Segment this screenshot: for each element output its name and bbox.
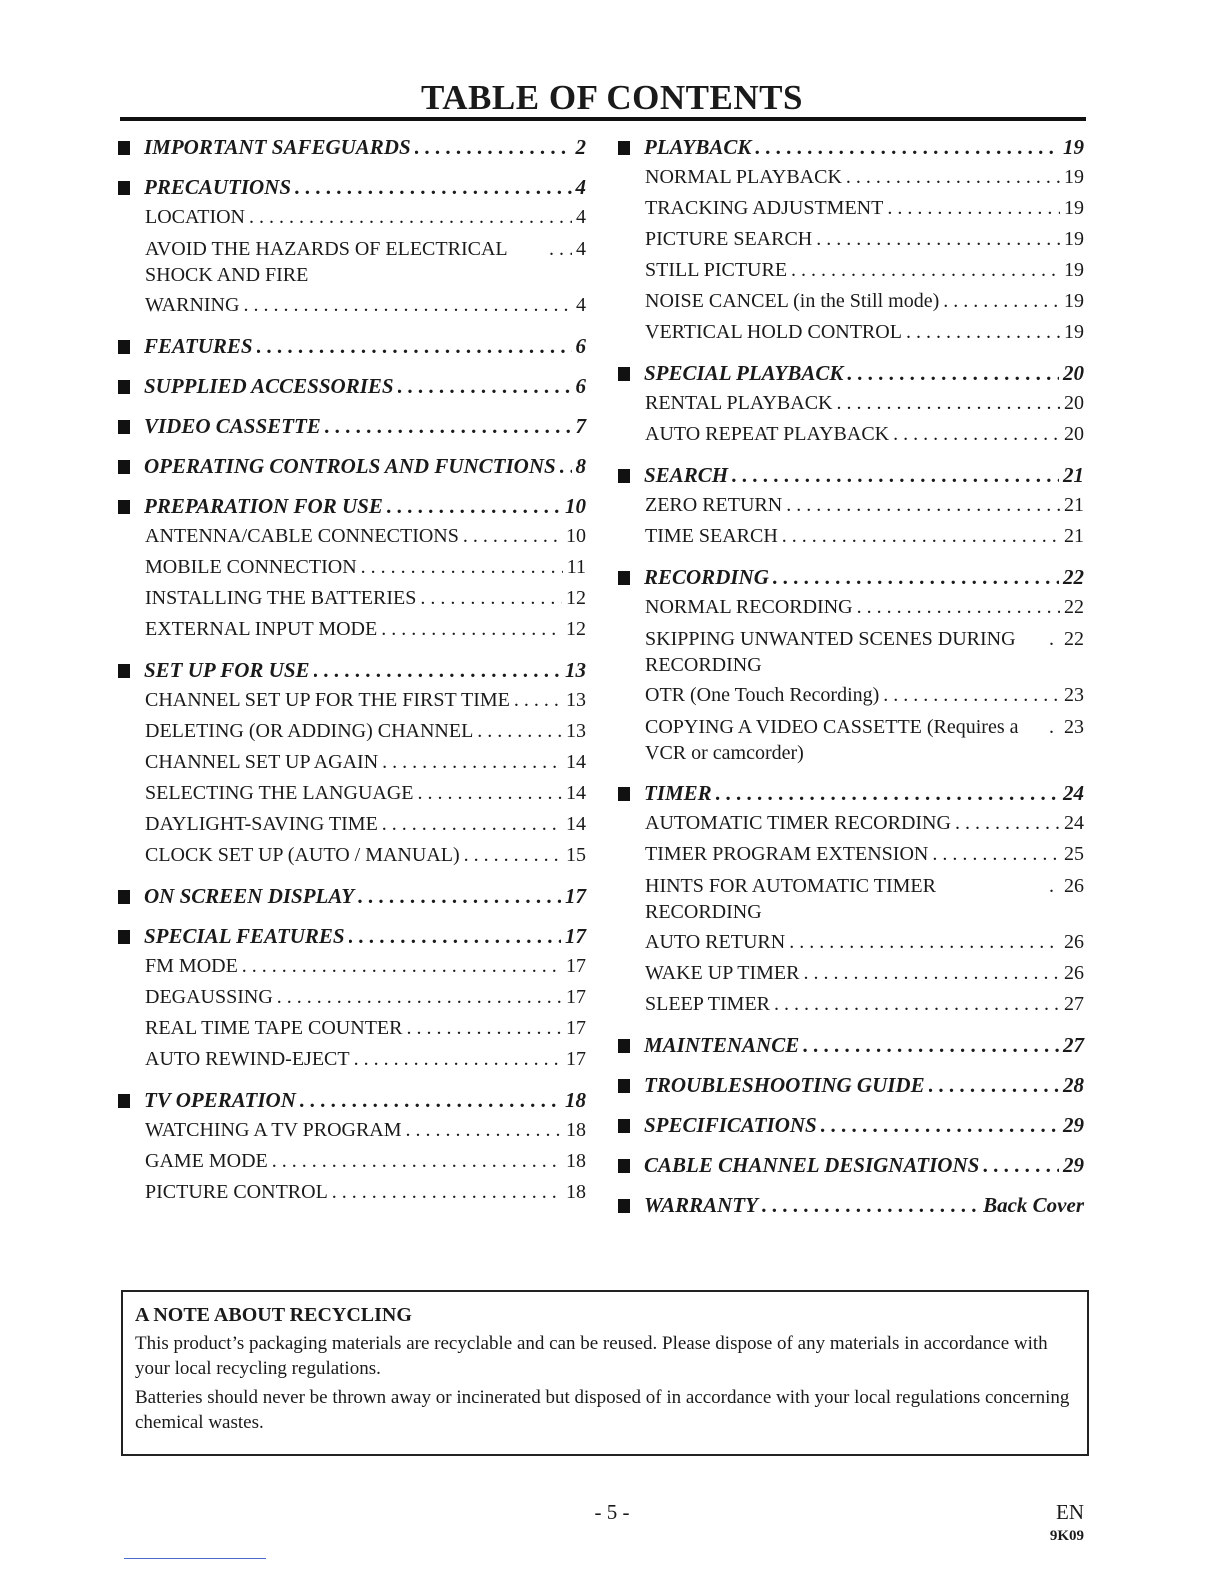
toc-entry-label: SET UP FOR USE	[144, 658, 310, 682]
toc-entry-page: 14	[566, 751, 586, 773]
dot-leader	[1049, 873, 1060, 899]
toc-entry-label: FEATURES	[144, 334, 253, 358]
square-bullet-icon	[118, 930, 130, 944]
language-code: EN	[1056, 1500, 1084, 1524]
toc-entry-label: COPYING A VIDEO CASSETTE (Requires a VCR or camcorder)	[645, 716, 1019, 764]
toc-entry-page: 20	[1063, 361, 1084, 385]
toc-section-entry	[118, 371, 586, 401]
toc-entry-page: 4	[576, 294, 586, 316]
toc-subsection-entry	[618, 162, 1084, 193]
toc-entry-label: SLEEP TIMER	[645, 993, 771, 1015]
square-bullet-icon	[118, 664, 130, 678]
toc-section-entry	[618, 1030, 1084, 1060]
toc-entry-page: 22	[1064, 596, 1084, 618]
dot-leader	[361, 552, 563, 583]
dot-leader	[955, 808, 1060, 839]
toc-entry-label: NORMAL RECORDING	[645, 596, 853, 618]
toc-entry-page: 19	[1064, 228, 1084, 250]
toc-entry-page: 14	[566, 813, 586, 835]
dot-leader	[816, 224, 1060, 255]
toc-subsection-entry	[618, 958, 1084, 989]
toc-section-entry	[118, 1085, 586, 1115]
square-bullet-icon	[618, 1159, 630, 1173]
toc-entry-page: 19	[1064, 197, 1084, 219]
toc-entry-label: DAYLIGHT-SAVING TIME	[145, 813, 378, 835]
toc-subsection-entry	[118, 552, 586, 583]
toc-entry-page: 26	[1064, 962, 1084, 984]
toc-entry-page: 17	[566, 955, 586, 977]
square-bullet-icon	[618, 787, 630, 801]
toc-subsection-entry	[618, 286, 1084, 317]
toc-entry-page: 17	[566, 986, 586, 1008]
toc-entry-label: TRACKING ADJUSTMENT	[645, 197, 884, 219]
toc-subsection-entry	[118, 202, 586, 233]
toc-subsection-entry	[118, 614, 586, 645]
dot-leader	[349, 921, 561, 951]
toc-entry-page: 10	[565, 494, 586, 518]
toc-subsection-entry	[618, 521, 1084, 552]
toc-subsection-entry	[118, 1044, 586, 1075]
dot-leader	[358, 881, 561, 911]
toc-subsection-entry	[118, 233, 586, 290]
square-bullet-icon	[618, 1199, 630, 1213]
square-bullet-icon	[118, 380, 130, 394]
toc-entry-page: 21	[1064, 525, 1084, 547]
toc-section-entry	[118, 132, 586, 162]
toc-subsection-entry	[618, 388, 1084, 419]
toc-entry-page: 17	[566, 1048, 586, 1070]
toc-section-entry	[118, 411, 586, 441]
square-bullet-icon	[618, 367, 630, 381]
square-bullet-icon	[618, 1039, 630, 1053]
toc-entry-label: OPERATING CONTROLS AND FUNCTIONS	[144, 454, 556, 478]
dot-leader	[514, 685, 562, 716]
toc-entry-page: 15	[566, 844, 586, 866]
toc-entry-label: CABLE CHANNEL DESIGNATIONS	[644, 1153, 980, 1177]
square-bullet-icon	[618, 141, 630, 155]
toc-entry-page: 18	[566, 1150, 586, 1172]
toc-entry-page: 19	[1063, 135, 1084, 159]
toc-entry-label: AUTO REWIND-EJECT	[145, 1048, 350, 1070]
dot-leader	[406, 1013, 562, 1044]
dot-leader	[243, 290, 572, 321]
toc-entry-label: ON SCREEN DISPLAY	[144, 884, 355, 908]
toc-entry-label: TIMER	[644, 781, 712, 805]
toc-entry-label: PRECAUTIONS	[144, 175, 292, 199]
toc-entry-page: 19	[1064, 321, 1084, 343]
dot-leader	[943, 286, 1060, 317]
toc-entry-page: 12	[566, 618, 586, 640]
toc-entry-page: 7	[575, 414, 586, 438]
toc-entry-label: PICTURE CONTROL	[145, 1181, 328, 1203]
model-code: 9K09	[1049, 1528, 1084, 1544]
toc-entry-label: WAKE UP TIMER	[645, 962, 800, 984]
toc-subsection-entry	[618, 224, 1084, 255]
dot-leader	[846, 162, 1060, 193]
toc-entry-label: WARRANTY	[644, 1193, 758, 1217]
dot-leader	[314, 655, 561, 685]
toc-entry-label: TIME SEARCH	[645, 525, 778, 547]
toc-section-entry	[118, 491, 586, 521]
toc-entry-label: TV OPERATION	[144, 1088, 296, 1112]
square-bullet-icon	[118, 181, 130, 195]
dot-leader	[382, 809, 562, 840]
dot-leader	[1049, 714, 1060, 740]
square-bullet-icon	[118, 500, 130, 514]
toc-entry-label: RENTAL PLAYBACK	[645, 392, 833, 414]
toc-entry-label: NOISE CANCEL (in the Still mode)	[645, 290, 940, 312]
dot-leader	[354, 1044, 562, 1075]
toc-entry-page: 22	[1063, 565, 1084, 589]
toc-entry-label: SELECTING THE LANGUAGE	[145, 782, 414, 804]
dot-leader	[381, 614, 562, 645]
toc-subsection-entry	[618, 623, 1084, 680]
dot-leader	[837, 388, 1061, 419]
toc-entry-page: 19	[1064, 259, 1084, 281]
dot-leader	[803, 958, 1060, 989]
toc-entry-page: 11	[566, 556, 586, 578]
dot-leader	[420, 583, 562, 614]
toc-entry-page: 23	[1064, 684, 1084, 706]
toc-subsection-entry	[618, 592, 1084, 623]
toc-entry-label: AUTO RETURN	[645, 931, 786, 953]
toc-subsection-entry	[118, 1146, 586, 1177]
square-bullet-icon	[118, 141, 130, 155]
toc-section-entry	[618, 1190, 1084, 1220]
toc-entry-page: 21	[1063, 463, 1084, 487]
toc-entry-page: 17	[565, 884, 586, 908]
toc-subsection-entry	[118, 685, 586, 716]
toc-entry-label: MOBILE CONNECTION	[145, 556, 357, 578]
toc-entry-page: 24	[1064, 812, 1084, 834]
toc-entry-label: STILL PICTURE	[645, 259, 788, 281]
recycling-note-paragraph: Batteries should never be thrown away or incinerated but disposed of in accordance with your local regulations concerning chemical wastes.	[135, 1387, 1070, 1433]
square-bullet-icon	[618, 469, 630, 483]
toc-entry-label: REAL TIME TAPE COUNTER	[145, 1017, 403, 1039]
toc-entry-page: 20	[1064, 392, 1084, 414]
toc-entry-label: CHANNEL SET UP FOR THE FIRST TIME	[145, 689, 510, 711]
dot-leader	[418, 778, 563, 809]
dot-leader	[257, 331, 572, 361]
toc-entry-label: TROUBLESHOOTING GUIDE	[644, 1073, 925, 1097]
dot-leader	[398, 371, 572, 401]
toc-subsection-entry	[618, 808, 1084, 839]
dot-leader	[847, 358, 1059, 388]
dot-leader	[387, 491, 561, 521]
toc-section-entry	[618, 1070, 1084, 1100]
square-bullet-icon	[118, 420, 130, 434]
dot-leader	[272, 1146, 562, 1177]
dot-leader	[382, 747, 562, 778]
dot-leader	[774, 989, 1060, 1020]
toc-entry-page: 10	[566, 525, 586, 547]
square-bullet-icon	[118, 1094, 130, 1108]
toc-subsection-entry	[618, 317, 1084, 348]
dot-leader	[755, 132, 1059, 162]
toc-left-column	[118, 132, 586, 1208]
toc-entry-label: AUTO REPEAT PLAYBACK	[645, 423, 890, 445]
toc-entry-label: CHANNEL SET UP AGAIN	[145, 751, 379, 773]
page-number: - 5 -	[594, 1500, 630, 1524]
toc-subsection-entry	[118, 716, 586, 747]
toc-subsection-entry	[618, 419, 1084, 450]
toc-subsection-entry	[618, 680, 1084, 711]
square-bullet-icon	[618, 1119, 630, 1133]
toc-entry-page: 4	[576, 206, 586, 228]
dot-leader	[300, 1085, 561, 1115]
toc-section-entry	[618, 562, 1084, 592]
toc-entry-label: SKIPPING UNWANTED SCENES DURING RECORDING	[645, 628, 1016, 676]
toc-entry-label: IMPORTANT SAFEGUARDS	[144, 135, 411, 159]
dot-leader	[883, 680, 1060, 711]
dot-leader	[549, 236, 572, 262]
toc-entry-label: OTR (One Touch Recording)	[645, 684, 880, 706]
toc-entry-page: 14	[566, 782, 586, 804]
toc-entry-label: GAME MODE	[145, 1150, 268, 1172]
square-bullet-icon	[118, 460, 130, 474]
toc-entry-label: DELETING (OR ADDING) CHANNEL	[145, 720, 474, 742]
toc-entry-label: WARNING	[145, 294, 240, 316]
toc-right-column	[618, 132, 1084, 1220]
square-bullet-icon	[118, 890, 130, 904]
toc-entry-page: 27	[1064, 993, 1084, 1015]
toc-section-entry	[118, 921, 586, 951]
dot-leader	[983, 1150, 1059, 1180]
dot-leader	[406, 1115, 562, 1146]
toc-entry-page: 13	[566, 720, 586, 742]
title-rule	[120, 117, 1086, 121]
toc-entry-page: 20	[1064, 423, 1084, 445]
dot-leader	[893, 419, 1060, 450]
dot-leader	[773, 562, 1059, 592]
dot-leader	[932, 839, 1060, 870]
toc-entry-label: SPECIFICATIONS	[644, 1113, 817, 1137]
toc-entry-page: 26	[1064, 875, 1084, 897]
toc-subsection-entry	[118, 1013, 586, 1044]
toc-entry-label: INSTALLING THE BATTERIES	[145, 587, 417, 609]
toc-entry-page: 13	[566, 689, 586, 711]
dot-leader	[295, 172, 571, 202]
toc-section-entry	[118, 172, 586, 202]
toc-section-entry	[118, 881, 586, 911]
toc-entry-label: VERTICAL HOLD CONTROL	[645, 321, 902, 343]
dot-leader	[242, 951, 562, 982]
toc-entry-page: 25	[1064, 843, 1084, 865]
dot-leader	[325, 411, 572, 441]
toc-entry-page: 21	[1064, 494, 1084, 516]
dot-leader	[857, 592, 1060, 623]
toc-section-entry	[118, 655, 586, 685]
dot-leader	[803, 1030, 1059, 1060]
dot-leader	[732, 460, 1059, 490]
dot-leader	[415, 132, 572, 162]
toc-entry-page: 12	[566, 587, 586, 609]
toc-entry-page: 6	[575, 334, 586, 358]
toc-entry-label: HINTS FOR AUTOMATIC TIMER RECORDING	[645, 875, 936, 923]
dot-leader	[277, 982, 562, 1013]
dot-leader	[782, 521, 1060, 552]
toc-entry-label: LOCATION	[145, 206, 245, 228]
toc-entry-label: SEARCH	[644, 463, 729, 487]
toc-subsection-entry	[618, 839, 1084, 870]
toc-entry-page: 26	[1064, 931, 1084, 953]
toc-entry-label: ANTENNA/CABLE CONNECTIONS	[145, 525, 459, 547]
toc-entry-label: FM MODE	[145, 955, 238, 977]
toc-subsection-entry	[618, 255, 1084, 286]
toc-entry-page: Back Cover	[983, 1193, 1084, 1217]
toc-section-entry	[118, 331, 586, 361]
toc-subsection-entry	[118, 951, 586, 982]
toc-subsection-entry	[118, 583, 586, 614]
toc-subsection-entry	[118, 747, 586, 778]
dot-leader	[789, 927, 1060, 958]
dot-leader	[249, 202, 572, 233]
dot-leader	[716, 778, 1059, 808]
dot-leader	[887, 193, 1060, 224]
dot-leader	[332, 1177, 562, 1208]
toc-subsection-entry	[118, 778, 586, 809]
toc-entry-page: 18	[565, 1088, 586, 1112]
toc-entry-label: MAINTENANCE	[644, 1033, 800, 1057]
recycling-note-box	[121, 1290, 1089, 1456]
square-bullet-icon	[618, 571, 630, 585]
toc-subsection-entry	[618, 193, 1084, 224]
toc-entry-page: 19	[1064, 290, 1084, 312]
toc-subsection-entry	[118, 982, 586, 1013]
dot-leader	[786, 490, 1060, 521]
recycling-note-paragraph: This product’s packaging materials are recyclable and can be reused. Please dispose of any materials in accordance with your local recycling regulations.	[135, 1333, 1048, 1379]
toc-subsection-entry	[618, 490, 1084, 521]
toc-entry-page: 22	[1064, 628, 1084, 650]
dot-leader	[791, 255, 1060, 286]
toc-subsection-entry	[618, 711, 1084, 768]
toc-entry-label: SPECIAL PLAYBACK	[644, 361, 844, 385]
toc-entry-label: PREPARATION FOR USE	[144, 494, 383, 518]
recycling-note-heading: A NOTE ABOUT RECYCLING	[135, 1304, 412, 1326]
toc-entry-label: DEGAUSSING	[145, 986, 273, 1008]
toc-entry-label: AVOID THE HAZARDS OF ELECTRICAL SHOCK AND FIRE	[145, 238, 507, 286]
toc-entry-page: 17	[566, 1017, 586, 1039]
dot-leader	[906, 317, 1060, 348]
square-bullet-icon	[618, 1079, 630, 1093]
toc-subsection-entry	[118, 840, 586, 871]
dot-leader	[1049, 626, 1060, 652]
dot-leader	[762, 1190, 979, 1220]
toc-subsection-entry	[618, 927, 1084, 958]
dot-leader	[463, 521, 562, 552]
toc-entry-page: 23	[1064, 716, 1084, 738]
dot-leader	[821, 1110, 1059, 1140]
toc-entry-page: 29	[1063, 1153, 1084, 1177]
bottom-rule	[124, 1558, 266, 1559]
toc-entry-label: VIDEO CASSETTE	[144, 414, 321, 438]
toc-entry-label: ZERO RETURN	[645, 494, 783, 516]
toc-section-entry	[618, 1150, 1084, 1180]
dot-leader	[560, 451, 572, 481]
toc-entry-page: 2	[575, 135, 586, 159]
toc-entry-label: CLOCK SET UP (AUTO / MANUAL)	[145, 844, 460, 866]
toc-entry-page: 18	[566, 1181, 586, 1203]
toc-entry-page: 13	[565, 658, 586, 682]
toc-entry-page: 29	[1063, 1113, 1084, 1137]
toc-entry-label: WATCHING A TV PROGRAM	[145, 1119, 402, 1141]
toc-entry-label: PLAYBACK	[644, 135, 752, 159]
dot-leader	[464, 840, 562, 871]
toc-section-entry	[118, 451, 586, 481]
toc-subsection-entry	[118, 521, 586, 552]
toc-entry-page: 6	[575, 374, 586, 398]
toc-entry-page: 4	[576, 238, 586, 260]
toc-entry-label: PICTURE SEARCH	[645, 228, 813, 250]
page-title: TABLE OF CONTENTS	[421, 78, 803, 117]
toc-subsection-entry	[118, 1115, 586, 1146]
toc-subsection-entry	[118, 1177, 586, 1208]
toc-entry-label: SUPPLIED ACCESSORIES	[144, 374, 394, 398]
toc-subsection-entry	[618, 989, 1084, 1020]
toc-entry-page: 8	[575, 454, 586, 478]
toc-subsection-entry	[618, 870, 1084, 927]
toc-section-entry	[618, 778, 1084, 808]
dot-leader	[929, 1070, 1059, 1100]
toc-entry-page: 28	[1063, 1073, 1084, 1097]
toc-entry-label: AUTOMATIC TIMER RECORDING	[645, 812, 951, 834]
square-bullet-icon	[118, 340, 130, 354]
toc-entry-label: TIMER PROGRAM EXTENSION	[645, 843, 929, 865]
dot-leader	[477, 716, 562, 747]
toc-entry-page: 27	[1063, 1033, 1084, 1057]
toc-subsection-entry	[118, 809, 586, 840]
toc-entry-page: 19	[1064, 166, 1084, 188]
toc-section-entry	[618, 1110, 1084, 1140]
toc-entry-label: RECORDING	[644, 565, 769, 589]
toc-entry-label: NORMAL PLAYBACK	[645, 166, 842, 188]
toc-section-entry	[618, 132, 1084, 162]
toc-entry-page: 4	[575, 175, 586, 199]
toc-subsection-entry	[118, 290, 586, 321]
toc-entry-page: 17	[565, 924, 586, 948]
toc-section-entry	[618, 358, 1084, 388]
toc-entry-page: 24	[1063, 781, 1084, 805]
toc-section-entry	[618, 460, 1084, 490]
toc-entry-label: EXTERNAL INPUT MODE	[145, 618, 378, 640]
toc-entry-label: SPECIAL FEATURES	[144, 924, 345, 948]
toc-entry-page: 18	[566, 1119, 586, 1141]
